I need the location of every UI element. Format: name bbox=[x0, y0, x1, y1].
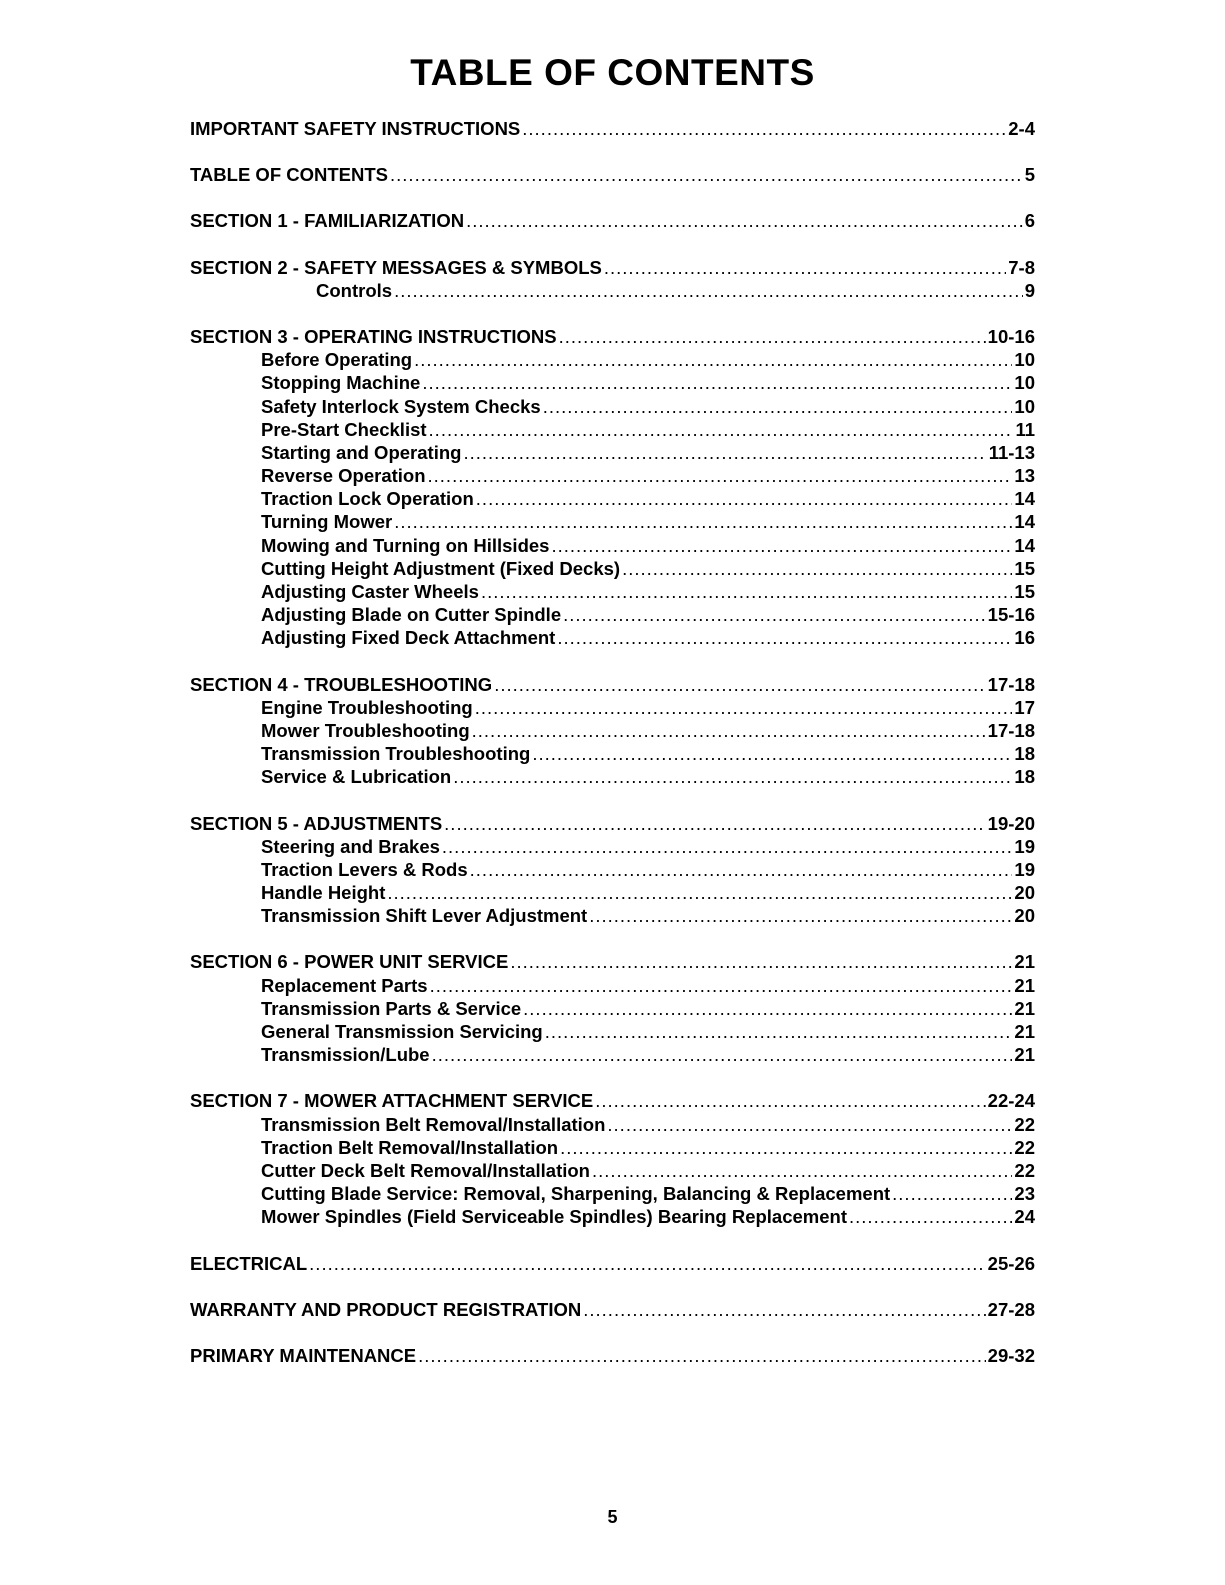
toc-entry-title: Service & Lubrication bbox=[261, 766, 452, 788]
toc-entry-title: Handle Height bbox=[261, 882, 386, 904]
dot-leader bbox=[532, 743, 1012, 765]
toc-entry-title: Turning Mower bbox=[261, 511, 393, 533]
toc-entry-title: Controls bbox=[316, 279, 393, 301]
toc-entry-page: 10 bbox=[1014, 395, 1035, 417]
toc-entry-page: 29-32 bbox=[987, 1344, 1035, 1366]
toc-entry-title: Transmission Troubleshooting bbox=[261, 743, 531, 765]
dot-leader bbox=[470, 859, 1013, 881]
toc-entry-page: 2-4 bbox=[1008, 118, 1035, 139]
toc-entry-title: Transmission/Lube bbox=[261, 1044, 430, 1066]
toc-entry-title: SECTION 3 - OPERATING INSTRUCTIONS bbox=[190, 325, 557, 347]
toc-entry-page: 19-20 bbox=[987, 812, 1035, 834]
toc-entry-title: SECTION 2 - SAFETY MESSAGES & SYMBOLS bbox=[190, 256, 602, 278]
page-title: TABLE OF CONTENTS bbox=[410, 52, 815, 93]
toc-subentry bbox=[190, 442, 1035, 465]
dot-leader bbox=[543, 396, 1013, 418]
toc-entry-page: 21 bbox=[1014, 1021, 1035, 1042]
toc-entry-page: 21 bbox=[1014, 974, 1035, 996]
dot-leader bbox=[428, 465, 1013, 487]
toc-entry-title: Engine Troubleshooting bbox=[261, 696, 473, 718]
toc-entry-title: IMPORTANT SAFETY INSTRUCTIONS bbox=[190, 118, 521, 139]
dot-leader bbox=[475, 697, 1013, 719]
dot-leader bbox=[394, 511, 1012, 533]
toc-entry-page: 17 bbox=[1014, 696, 1035, 718]
dot-leader bbox=[607, 1114, 1012, 1136]
dot-leader bbox=[557, 627, 1012, 649]
toc-section-entry bbox=[190, 164, 1035, 187]
dot-leader bbox=[563, 604, 986, 626]
toc-entry-page: 9 bbox=[1024, 279, 1035, 301]
toc-entry-title: Cutting Height Adjustment (Fixed Decks) bbox=[261, 557, 621, 579]
toc-entry-page: 21 bbox=[1014, 997, 1035, 1019]
dot-leader bbox=[442, 836, 1013, 858]
dot-leader bbox=[444, 813, 986, 835]
toc-entry-title: Mower Spindles (Field Serviceable Spindles) Bearing Replacement bbox=[261, 1206, 848, 1228]
toc-subentry bbox=[190, 280, 1035, 303]
toc-subentry bbox=[190, 743, 1035, 766]
dot-leader bbox=[463, 442, 986, 464]
toc-entry-page: 10 bbox=[1014, 349, 1035, 371]
dot-leader bbox=[892, 1183, 1012, 1205]
toc-entry-page: 17-18 bbox=[987, 673, 1035, 695]
toc-subentry bbox=[190, 349, 1035, 372]
toc-subentry bbox=[190, 558, 1035, 581]
toc-entry-page: 21 bbox=[1014, 1044, 1035, 1066]
toc-entry-title: Adjusting Caster Wheels bbox=[261, 581, 479, 602]
toc-entry-page: 20 bbox=[1014, 905, 1035, 927]
toc-subentry bbox=[190, 859, 1035, 882]
toc-entry-title: ELECTRICAL bbox=[190, 1252, 308, 1274]
toc-group bbox=[190, 1299, 1035, 1322]
toc-entry-page: 15 bbox=[1014, 557, 1035, 579]
toc-group bbox=[190, 1090, 1035, 1229]
toc-subentry bbox=[190, 1114, 1035, 1137]
toc-entry-title: Cutting Blade Service: Removal, Sharpening, Balancing & Replacement bbox=[261, 1183, 891, 1205]
toc-entry-page: 19 bbox=[1014, 858, 1035, 880]
dot-leader bbox=[394, 280, 1023, 302]
dot-leader bbox=[510, 951, 1012, 973]
dot-leader bbox=[551, 535, 1012, 557]
dot-leader bbox=[604, 257, 1006, 279]
toc-entry-title: Traction Levers & Rods bbox=[261, 858, 468, 880]
toc-entry-page: 14 bbox=[1014, 511, 1035, 533]
toc-section-entry bbox=[190, 1345, 1035, 1368]
dot-leader bbox=[390, 164, 1023, 186]
dot-leader bbox=[849, 1206, 1012, 1228]
dot-leader bbox=[309, 1253, 986, 1275]
toc-entry-page: 15 bbox=[1014, 581, 1035, 602]
toc-entry-page: 14 bbox=[1014, 488, 1035, 510]
dot-leader bbox=[622, 558, 1012, 580]
dot-leader bbox=[523, 998, 1012, 1020]
toc-group bbox=[190, 164, 1035, 187]
toc-entry-page: 11-13 bbox=[988, 441, 1035, 463]
toc-entry-title: Transmission Belt Removal/Installation bbox=[261, 1113, 606, 1135]
toc-section-entry bbox=[190, 813, 1035, 836]
toc-entry-title: Replacement Parts bbox=[261, 974, 428, 996]
toc-entry-page: 22 bbox=[1014, 1159, 1035, 1181]
dot-leader bbox=[583, 1299, 985, 1321]
toc-entry-title: Adjusting Blade on Cutter Spindle bbox=[261, 604, 562, 626]
toc-section-entry bbox=[190, 326, 1035, 349]
dot-leader bbox=[414, 349, 1012, 371]
toc-entry-title: SECTION 1 - FAMILIARIZATION bbox=[190, 210, 465, 232]
toc-entry-page: 17-18 bbox=[987, 719, 1035, 741]
toc-entry-page: 22 bbox=[1014, 1136, 1035, 1158]
toc-subentry bbox=[190, 604, 1035, 627]
toc-entry-title: Before Operating bbox=[261, 349, 413, 371]
toc-section-entry bbox=[190, 1299, 1035, 1322]
toc-group bbox=[190, 326, 1035, 651]
dot-leader bbox=[522, 118, 1006, 140]
toc-entry-page: 20 bbox=[1014, 882, 1035, 904]
toc-section-entry bbox=[190, 1090, 1035, 1113]
toc-entry-page: 18 bbox=[1014, 743, 1035, 765]
toc-entry-page: 10-16 bbox=[987, 325, 1035, 347]
page-number: 5 bbox=[607, 1507, 618, 1527]
toc-group bbox=[190, 951, 1035, 1067]
toc-subentry bbox=[190, 627, 1035, 650]
toc-entry-page: 22-24 bbox=[987, 1090, 1035, 1112]
toc-entry-page: 25-26 bbox=[987, 1252, 1035, 1274]
dot-leader bbox=[481, 581, 1012, 603]
dot-leader bbox=[453, 766, 1012, 788]
toc-entry-title: Stopping Machine bbox=[261, 372, 421, 394]
toc-subentry bbox=[190, 511, 1035, 534]
dot-leader bbox=[476, 488, 1013, 510]
toc-entry-page: 6 bbox=[1024, 210, 1035, 232]
toc-subentry bbox=[190, 1160, 1035, 1183]
dot-leader bbox=[432, 1044, 1013, 1066]
toc-entry-page: 16 bbox=[1014, 627, 1035, 649]
dot-leader bbox=[418, 1345, 986, 1367]
toc-entry-title: TABLE OF CONTENTS bbox=[190, 164, 389, 186]
toc-entry-title: Transmission Shift Lever Adjustment bbox=[261, 905, 588, 927]
toc-entry-page: 15-16 bbox=[987, 604, 1035, 626]
dot-leader bbox=[472, 720, 986, 742]
dot-leader bbox=[494, 674, 985, 696]
toc-subentry bbox=[190, 975, 1035, 998]
toc-group bbox=[190, 257, 1035, 303]
toc-entry-title: WARRANTY AND PRODUCT REGISTRATION bbox=[190, 1298, 582, 1320]
toc-section-entry bbox=[190, 951, 1035, 974]
toc-entry-page: 14 bbox=[1014, 534, 1035, 556]
toc-entry-page: 18 bbox=[1014, 766, 1035, 788]
toc-group bbox=[190, 1345, 1035, 1368]
toc-entry-title: Mower Troubleshooting bbox=[261, 719, 470, 741]
toc-entry-title: SECTION 5 - ADJUSTMENTS bbox=[190, 812, 443, 834]
toc-entry-title: Adjusting Fixed Deck Attachment bbox=[261, 627, 556, 649]
toc-entry-title: SECTION 7 - MOWER ATTACHMENT SERVICE bbox=[190, 1090, 594, 1112]
toc-entry-title: General Transmission Servicing bbox=[261, 1021, 543, 1042]
toc-subentry bbox=[190, 1183, 1035, 1206]
toc-entry-page: 21 bbox=[1014, 951, 1035, 973]
toc-subentry bbox=[190, 465, 1035, 488]
toc-section-entry bbox=[190, 1253, 1035, 1276]
toc-subentry bbox=[190, 882, 1035, 905]
toc-subentry bbox=[190, 905, 1035, 928]
toc-entry-title: Reverse Operation bbox=[261, 465, 426, 487]
dot-leader bbox=[589, 905, 1012, 927]
toc-entry-title: Steering and Brakes bbox=[261, 835, 440, 857]
toc-subentry bbox=[190, 396, 1035, 419]
toc-list bbox=[190, 118, 1035, 1391]
dot-leader bbox=[429, 419, 1014, 441]
toc-entry-page: 10 bbox=[1014, 372, 1035, 394]
toc-subentry bbox=[190, 1206, 1035, 1229]
toc-subentry bbox=[190, 766, 1035, 789]
dot-leader bbox=[592, 1160, 1012, 1182]
toc-entry-page: 23 bbox=[1014, 1183, 1035, 1205]
toc-subentry bbox=[190, 836, 1035, 859]
toc-entry-page: 22 bbox=[1014, 1113, 1035, 1135]
toc-subentry bbox=[190, 581, 1035, 604]
dot-leader bbox=[560, 1137, 1012, 1159]
toc-subentry bbox=[190, 998, 1035, 1021]
dot-leader bbox=[422, 372, 1012, 394]
toc-group bbox=[190, 1253, 1035, 1276]
toc-entry-page: 19 bbox=[1014, 835, 1035, 857]
toc-subentry bbox=[190, 720, 1035, 743]
toc-subentry bbox=[190, 1137, 1035, 1160]
toc-entry-title: Starting and Operating bbox=[261, 441, 462, 463]
toc-entry-title: Pre-Start Checklist bbox=[261, 418, 427, 440]
dot-leader bbox=[387, 882, 1012, 904]
toc-subentry bbox=[190, 1044, 1035, 1067]
toc-entry-page: 13 bbox=[1014, 465, 1035, 487]
toc-group bbox=[190, 118, 1035, 141]
toc-section-entry bbox=[190, 257, 1035, 280]
toc-group bbox=[190, 674, 1035, 790]
toc-entry-title: Mowing and Turning on Hillsides bbox=[261, 534, 550, 556]
toc-entry-title: SECTION 4 - TROUBLESHOOTING bbox=[190, 673, 493, 695]
toc-entry-title: Traction Lock Operation bbox=[261, 488, 474, 510]
toc-entry-page: 11 bbox=[1015, 418, 1035, 440]
toc-subentry bbox=[190, 372, 1035, 395]
toc-entry-title: Transmission Parts & Service bbox=[261, 997, 522, 1019]
dot-leader bbox=[466, 210, 1023, 232]
toc-subentry bbox=[190, 1021, 1035, 1044]
toc-entry-title: Safety Interlock System Checks bbox=[261, 395, 541, 417]
dot-leader bbox=[559, 326, 986, 348]
toc-section-entry bbox=[190, 210, 1035, 233]
toc-entry-page: 27-28 bbox=[987, 1298, 1035, 1320]
toc-section-entry bbox=[190, 118, 1035, 141]
toc-entry-page: 5 bbox=[1024, 164, 1035, 186]
toc-entry-title: SECTION 6 - POWER UNIT SERVICE bbox=[190, 951, 509, 973]
toc-section-entry bbox=[190, 674, 1035, 697]
toc-group bbox=[190, 210, 1035, 233]
dot-leader bbox=[595, 1090, 985, 1112]
toc-group bbox=[190, 813, 1035, 929]
toc-entry-title: Cutter Deck Belt Removal/Installation bbox=[261, 1159, 590, 1181]
toc-entry-title: Traction Belt Removal/Installation bbox=[261, 1136, 559, 1158]
toc-entry-page: 7-8 bbox=[1008, 256, 1035, 278]
toc-subentry bbox=[190, 419, 1035, 442]
dot-leader bbox=[430, 975, 1013, 997]
toc-subentry bbox=[190, 697, 1035, 720]
dot-leader bbox=[545, 1021, 1013, 1043]
toc-entry-title: PRIMARY MAINTENANCE bbox=[190, 1344, 417, 1366]
toc-subentry bbox=[190, 535, 1035, 558]
toc-entry-page: 24 bbox=[1014, 1206, 1035, 1228]
toc-subentry bbox=[190, 488, 1035, 511]
